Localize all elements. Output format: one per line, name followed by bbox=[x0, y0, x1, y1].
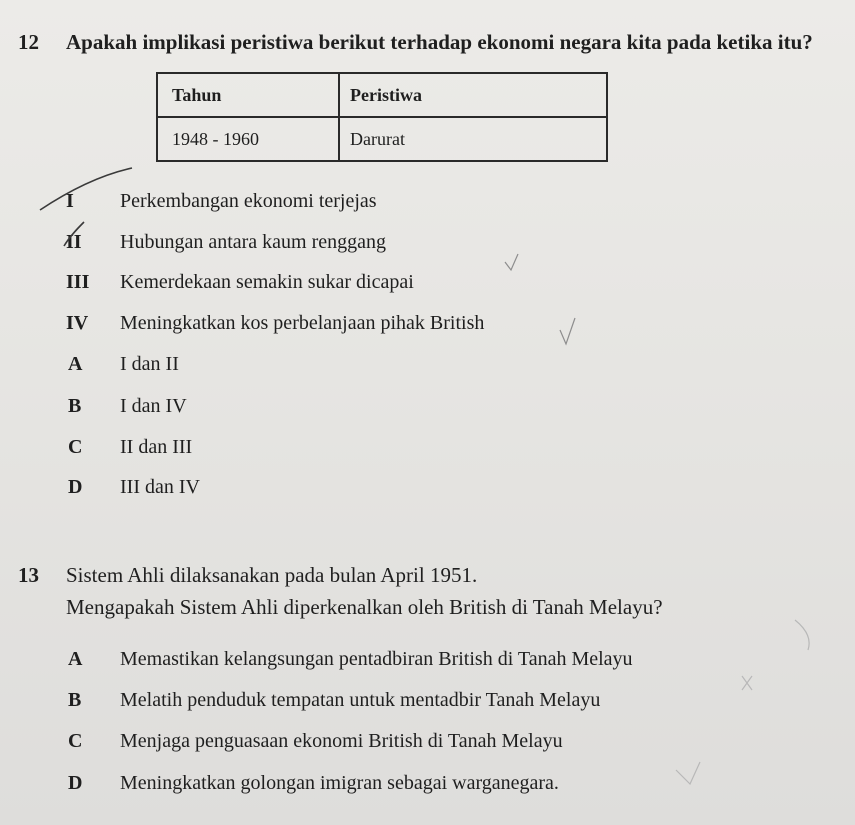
statement-text: Perkembangan ekonomi terjejas bbox=[120, 190, 377, 212]
option-text: Melatih penduduk tempatan untuk mentadbir Tanah Melayu bbox=[120, 689, 601, 711]
option-text: Meningkatkan golongan imigran sebagai warganegara. bbox=[120, 772, 559, 794]
faint-mark-b bbox=[742, 676, 752, 690]
check-mark-iv bbox=[560, 318, 575, 344]
statement-text: Meningkatkan kos perbelanjaan pihak British bbox=[120, 312, 485, 334]
option-letter: C bbox=[68, 436, 83, 458]
option-letter: D bbox=[68, 476, 83, 498]
option-letter: B bbox=[68, 689, 82, 711]
q13-option-b[interactable] bbox=[68, 689, 600, 712]
faint-mark-a bbox=[795, 620, 809, 650]
option-letter: A bbox=[68, 648, 83, 670]
option-d[interactable] bbox=[68, 476, 200, 499]
option-text: II dan III bbox=[120, 436, 193, 458]
table-cell-year: 1948 - 1960 bbox=[157, 117, 339, 161]
option-b[interactable] bbox=[68, 395, 187, 418]
q13-option-c[interactable] bbox=[68, 730, 563, 753]
statement-number: I bbox=[66, 190, 74, 212]
option-text: I dan II bbox=[120, 353, 179, 375]
option-c[interactable] bbox=[68, 436, 192, 459]
question-13-line-1: Sistem Ahli dilaksanakan pada bulan April 1951. bbox=[66, 563, 478, 587]
option-letter: A bbox=[68, 353, 83, 375]
option-text: III dan IV bbox=[120, 476, 200, 498]
statement-number: III bbox=[66, 271, 90, 293]
option-text: Memastikan kelangsungan pentadbiran British di Tanah Melayu bbox=[120, 648, 633, 670]
option-a[interactable] bbox=[68, 353, 179, 376]
question-12-number: 12 bbox=[18, 30, 39, 54]
q13-option-a[interactable] bbox=[68, 648, 633, 671]
table-header-peristiwa: Peristiwa bbox=[339, 73, 607, 117]
statement-iii bbox=[66, 271, 414, 294]
table-row bbox=[157, 117, 607, 161]
statement-iv bbox=[66, 312, 484, 335]
option-text: I dan IV bbox=[120, 395, 187, 417]
statement-number: IV bbox=[66, 312, 89, 334]
statement-number: II bbox=[66, 231, 82, 253]
event-table bbox=[156, 72, 608, 162]
question-13-number: 13 bbox=[18, 563, 39, 587]
table-cell-event: Darurat bbox=[339, 117, 607, 161]
event-table-header-row bbox=[157, 73, 607, 117]
question-12-text: Apakah implikasi peristiwa berikut terhadap ekonomi negara kita pada ketika itu? bbox=[66, 30, 813, 54]
question-13-line-2: Mengapakah Sistem Ahli diperkenalkan oleh British di Tanah Melayu? bbox=[66, 595, 663, 619]
statement-text: Hubungan antara kaum renggang bbox=[120, 231, 387, 253]
statement-i bbox=[66, 190, 377, 213]
check-mark-iii bbox=[505, 254, 518, 270]
statement-text: Kemerdekaan semakin sukar dicapai bbox=[120, 271, 414, 293]
option-letter: B bbox=[68, 395, 82, 417]
option-text: Menjaga penguasaan ekonomi British di Tanah Melayu bbox=[120, 730, 563, 752]
table-header-tahun: Tahun bbox=[157, 73, 339, 117]
q13-option-d[interactable] bbox=[68, 772, 559, 795]
option-letter: C bbox=[68, 730, 83, 752]
faint-mark-d bbox=[676, 762, 700, 784]
statement-ii bbox=[66, 231, 386, 254]
option-letter: D bbox=[68, 772, 83, 794]
